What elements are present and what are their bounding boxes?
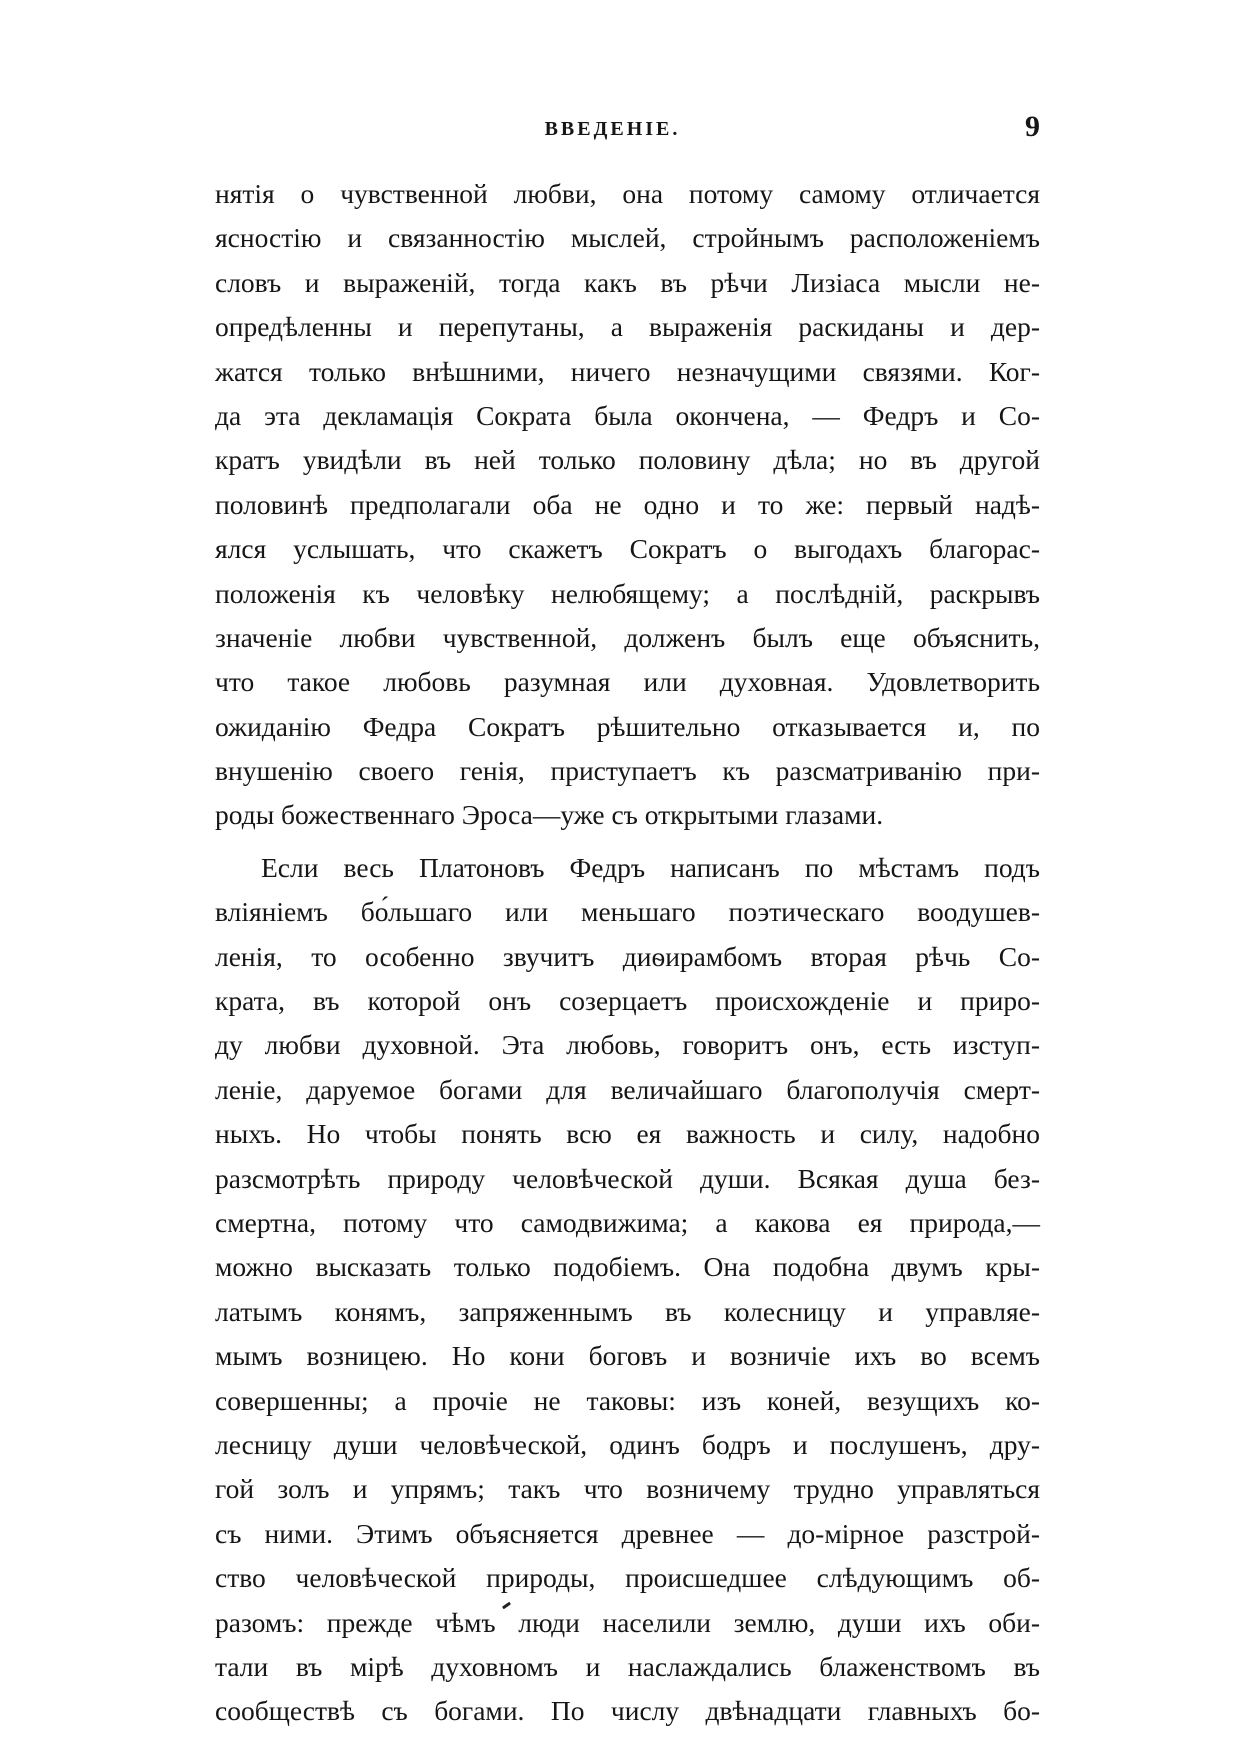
body-text (215, 172, 1040, 1734)
text-line: внушенію своего генія, приступаетъ къ разсматриванію при- (215, 755, 1040, 787)
text-line: что такое любовь разумная или духовная. Удовлетворить (215, 666, 1040, 698)
text-line: гой золъ и упрямъ; такъ что возничему трудно управляться (215, 1473, 1040, 1505)
text-line: да эта декламація Сократа была окончена, — Федръ и Со- (215, 399, 1040, 431)
text-line: половинѣ предполагали оба не одно и то же: первый надѣ- (215, 488, 1040, 520)
text-line: латымъ конямъ, запряженнымъ въ колесницу и управляе- (215, 1295, 1040, 1327)
paragraph-2 (215, 846, 1040, 1734)
text-line: совершенны; а прочіе не таковы: изъ коней, везущихъ ко- (215, 1384, 1040, 1416)
text-line: ленія, то особенно звучитъ диѳирамбомъ вторая рѣчь Со- (215, 940, 1040, 972)
text-line: разсмотрѣть природу человѣческой души. Всякая душа без- (215, 1162, 1040, 1194)
text-line: ство человѣческой природы, происшедшее слѣдующимъ об- (215, 1562, 1040, 1594)
text-line: роды божественнаго Эроса—уже съ открытыми глазами. (215, 799, 884, 831)
running-head (215, 110, 1040, 150)
text-line: съ ними. Этимъ объясняется древнее — до-мірное разстрой- (215, 1517, 1040, 1549)
text-line: ясностію и связанностію мыслей, стройнымъ расположеніемъ (215, 222, 1040, 254)
text-line: сообществѣ съ богами. По числу двѣнадцати главныхъ бо- (215, 1695, 1040, 1727)
text-line: кратъ увидѣли въ ней только половину дѣла; но въ другой (215, 444, 1040, 476)
text-line: жатся только внѣшними, ничего незначущими связями. Ког- (215, 355, 1040, 387)
text-line: мымъ возницею. Но кони боговъ и возничіе ихъ во всемъ (215, 1340, 1040, 1372)
paragraph-1 (215, 172, 1040, 838)
text-line: нятія о чувственной любви, она потому самому отличается (215, 178, 1040, 209)
page-number: 9 (1025, 110, 1040, 143)
text-line: вліяніемъ бо́льшаго или меньшаго поэтическаго воодушев- (215, 896, 1040, 928)
text-line: лесницу души человѣческой, одинъ бодръ и послушенъ, дру- (215, 1428, 1040, 1460)
text-line: значеніе любви чувственной, долженъ былъ еще объяснить, (215, 621, 1040, 653)
paragraph-gap (215, 838, 1040, 846)
text-line: тали въ мірѣ духовномъ и наслаждались блаженствомъ въ (215, 1650, 1040, 1682)
text-line: опредѣленны и перепутаны, а выраженія раскиданы и дер- (215, 311, 1040, 343)
text-line: крата, въ которой онъ созерцаетъ происхожденіе и приро- (215, 985, 1040, 1017)
chapter-title: ВВЕДЕНІЕ. (544, 118, 681, 140)
text-line: Если весь Платоновъ Федръ написанъ по мѣстамъ подъ (261, 851, 1040, 883)
text-line: положенія къ человѣку нелюбящему; а послѣдній, раскрывъ (215, 577, 1040, 609)
text-line: смертна, потому что самодвижима; а какова ея природа,— (215, 1206, 1040, 1238)
text-line: ожиданію Федра Сократъ рѣшительно отказывается и, по (215, 710, 1040, 742)
text-line: ялся услышать, что скажетъ Сократъ о выгодахъ благорас- (215, 533, 1040, 565)
text-line: ныхъ. Но чтобы понять всю ея важность и силу, надобно (215, 1118, 1040, 1150)
text-line: леніе, даруемое богами для величайшаго благополучія смерт- (215, 1073, 1040, 1105)
text-line: ду любви духовной. Эта любовь, говоритъ онъ, есть изступ- (215, 1029, 1040, 1061)
text-line: разомъ: прежде чѣмъ люди населили землю, души ихъ оби- (215, 1606, 1040, 1638)
text-line: можно высказать только подобіемъ. Она подобна двумъ кры- (215, 1251, 1040, 1283)
text-line: словъ и выраженій, тогда какъ въ рѣчи Лизіаса мысли не- (215, 266, 1040, 298)
